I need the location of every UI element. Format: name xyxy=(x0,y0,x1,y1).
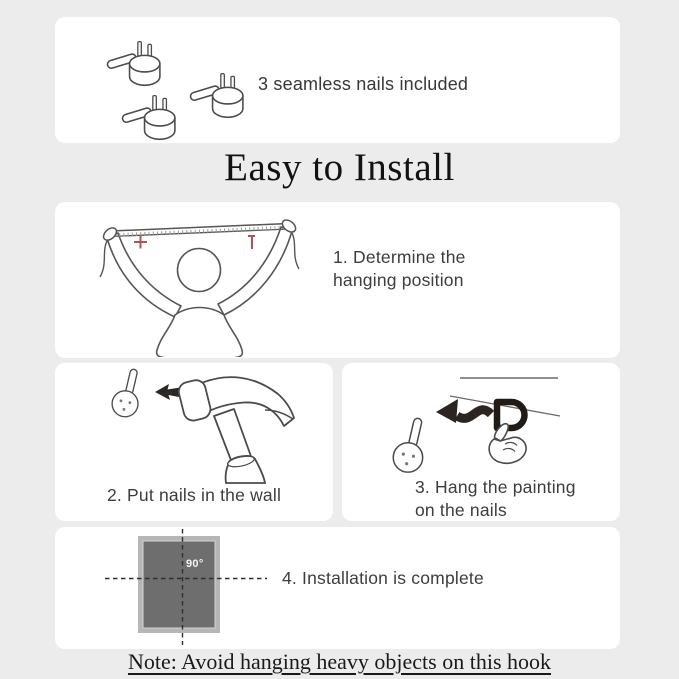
step4-card xyxy=(55,527,620,649)
step3-label xyxy=(415,476,576,522)
step2-card xyxy=(55,363,333,521)
step3-label-line1: 3. Hang the painting xyxy=(415,477,576,497)
note-text: Note: Avoid hanging heavy objects on this hook xyxy=(127,649,552,674)
step1-label-line1: 1. Determine the xyxy=(333,247,466,267)
angle-label: 90° xyxy=(186,558,204,570)
curved-arrow xyxy=(457,410,491,419)
person-measuring-icon xyxy=(95,207,325,357)
ribbon-right xyxy=(291,231,299,269)
step1-label-line2: hanging position xyxy=(333,270,464,290)
step1-card xyxy=(55,202,620,358)
left-arrow xyxy=(155,384,182,400)
included-nails-card xyxy=(55,17,620,143)
frame-inner xyxy=(143,541,215,628)
ribbon-left xyxy=(100,239,108,277)
step4-label: 4. Installation is complete xyxy=(282,568,484,588)
step3-label-line2: on the nails xyxy=(415,500,507,520)
step3-card xyxy=(342,363,620,521)
hang-frame-on-hook-icon xyxy=(378,371,618,483)
step1-label xyxy=(333,246,466,292)
included-label: 3 seamless nails included xyxy=(258,74,469,94)
step2-label: 2. Put nails in the wall xyxy=(106,485,282,505)
red-position-marks xyxy=(134,236,255,250)
page-title: Easy to Install xyxy=(224,146,455,189)
hammer-and-nail-icon xyxy=(95,364,300,484)
